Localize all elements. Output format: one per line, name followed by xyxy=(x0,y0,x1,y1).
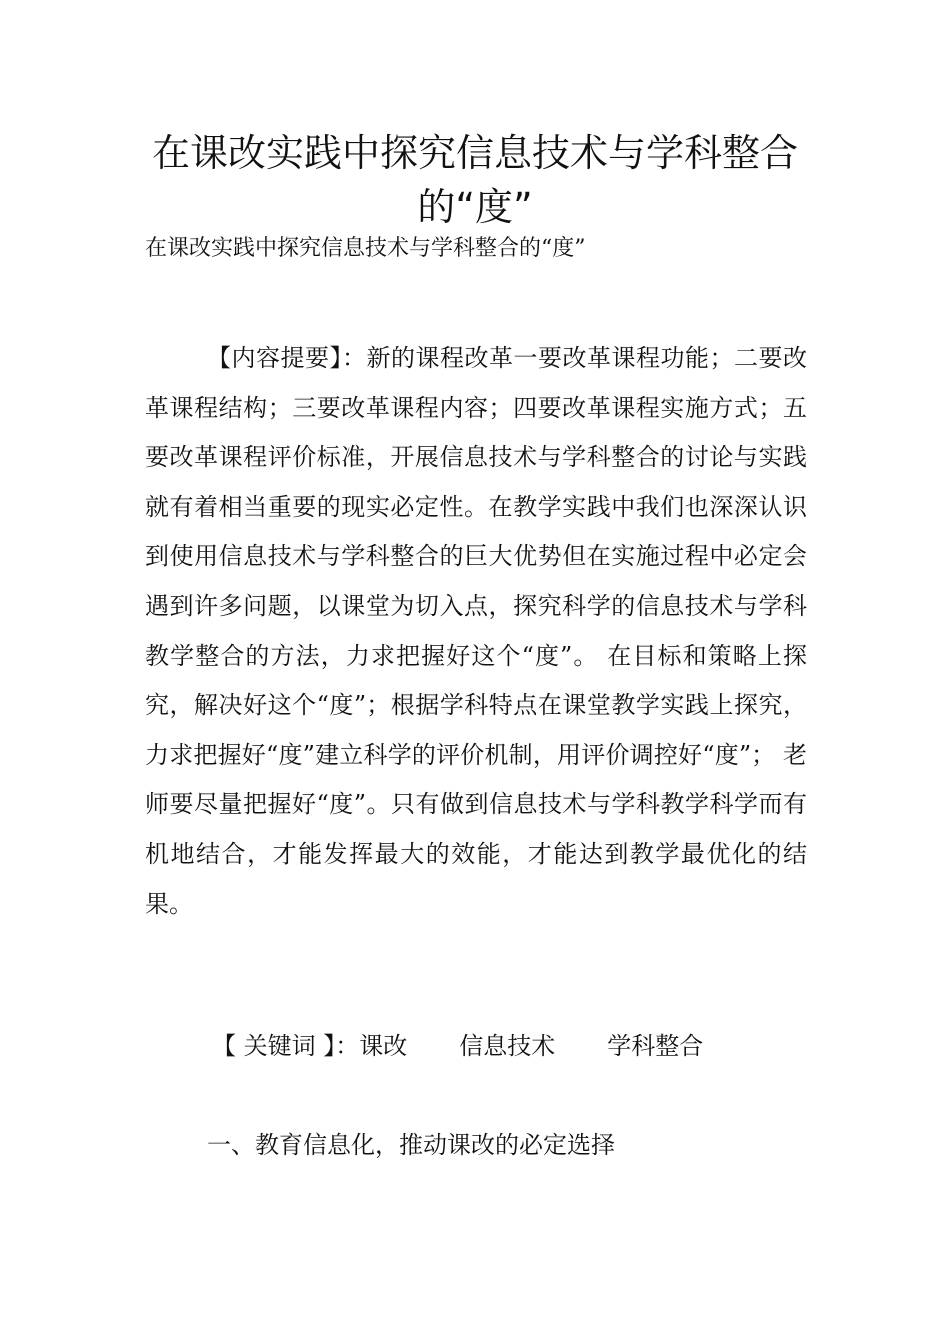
keyword-item: 课改 xyxy=(359,1032,408,1060)
document-subtitle: 在课改实践中探究信息技术与学科整合的“度” xyxy=(145,236,586,261)
abstract-text: 新的课程改革一要改革课程功能；二要改革课程结构；三要改革课程内容；四要改革课程实施方式；五要改革课程评价标准，开展信息技术与学科整合的讨论与实践就有着相当重要的现实必定性。在教学实践中我们也深深认识到使用信息技术与学科整合的巨大优势但在实施过程中必定会遇到许多问题，以课堂为切入点，探究科学的信息技术与学科教学整合的方法，力求把握好这个“度”。 在目标和策略上探究，解决好这个“度”；根据学科特点在课堂教学实践上探究，力求把握好“度”建立科学的评价机制，用评价调控好“度”； 老师要尽量把握好“度”。只有做到信息技术与学科教学科学而有机地结合，才能发挥最大的效能，才能达到教学最优化的结果。 xyxy=(145,344,807,918)
abstract-paragraph xyxy=(145,334,807,929)
section-heading: 一、教育信息化，推动课改的必定选择 xyxy=(207,1131,615,1159)
keyword-item: 信息技术 xyxy=(459,1032,556,1060)
keywords-label: 【 关键词 】： xyxy=(212,1032,360,1060)
keyword-item: 学科整合 xyxy=(607,1032,704,1060)
keywords-line xyxy=(212,1026,703,1066)
abstract-label: 【内容提要】： xyxy=(207,344,367,372)
document-title: 在课改实践中探究信息技术与学科整合的“度” xyxy=(151,131,798,229)
